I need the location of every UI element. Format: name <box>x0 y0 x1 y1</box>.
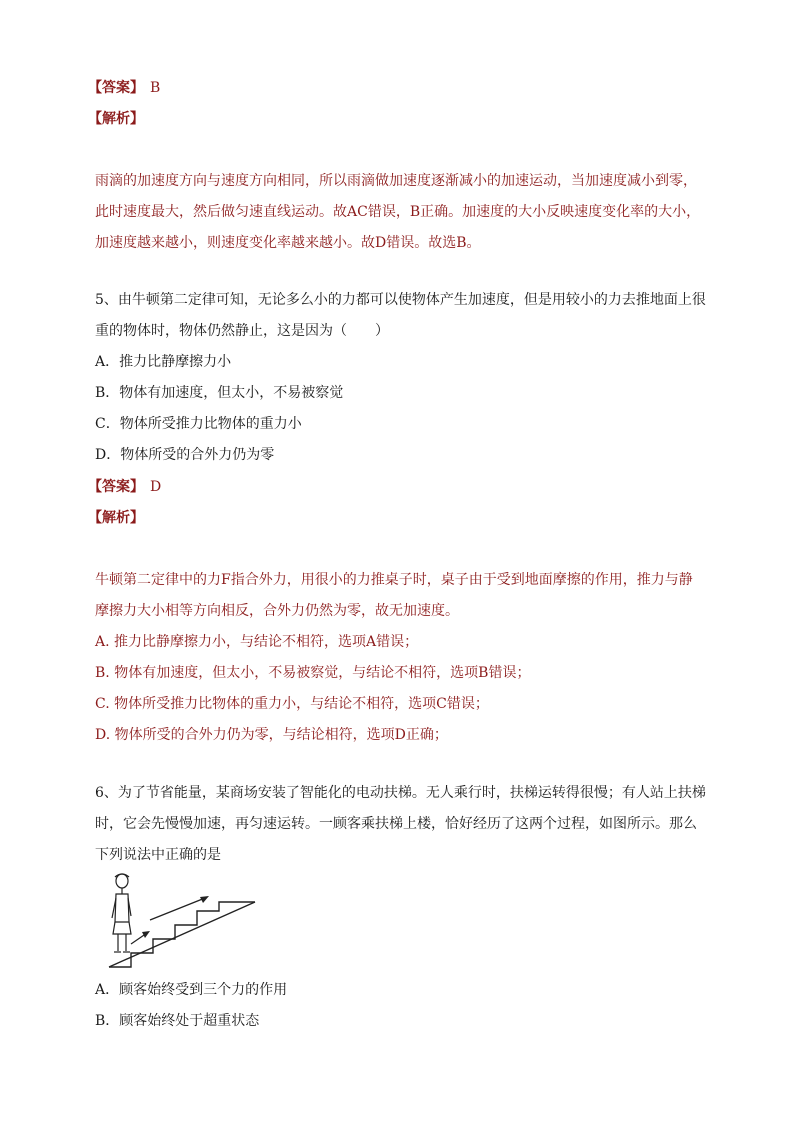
option-d: D．物体所受的合外力仍为零 <box>95 447 275 463</box>
question-stem: 下列说法中正确的是 <box>95 847 221 863</box>
answer-tag: 【答案】 <box>88 80 144 96</box>
customer-figure <box>112 874 131 952</box>
analysis-line: 摩擦力大小相等方向相反，合外力仍然为零，故无加速度。 <box>95 603 459 619</box>
answer-tag: 【答案】 <box>88 479 144 495</box>
option-a: A．推力比静摩擦力小 <box>95 354 232 370</box>
option-a: A．顾客始终受到三个力的作用 <box>95 982 288 998</box>
answer-label <box>88 477 161 497</box>
analysis-line: 雨滴的加速度方向与速度方向相同，所以雨滴做加速度逐渐减小的加速运动，当加速度减小到零， <box>95 173 697 189</box>
question-stem: 时，它会先慢慢加速，再匀速运转。一顾客乘扶梯上楼，恰好经历了这两个过程，如图所示。那么 <box>95 816 697 832</box>
option-b: B．顾客始终处于超重状态 <box>95 1013 260 1029</box>
question-stem: 5、由牛顿第二定律可知，无论多么小的力都可以使物体产生加速度，但是用较小的力去推地面上很 <box>95 292 706 308</box>
analysis-line: D. 物体所受的合外力仍为零，与结论相符，选项D正确； <box>95 727 448 743</box>
analysis-label: 【解析】 <box>88 111 144 127</box>
analysis-line: A. 推力比静摩擦力小，与结论不相符，选项A错误； <box>95 634 419 650</box>
answer-value: D <box>150 479 162 495</box>
answer-label <box>88 78 160 98</box>
question-stem: 6、为了节省能量，某商场安装了智能化的电动扶梯。无人乘行时，扶梯运转得很慢；有人站上扶梯 <box>95 785 706 801</box>
analysis-line: C. 物体所受推力比物体的重力小，与结论不相符，选项C错误； <box>95 696 489 712</box>
answer-value: B <box>150 80 161 96</box>
escalator-figure <box>105 872 260 972</box>
option-b: B．物体有加速度，但太小，不易被察觉 <box>95 385 344 401</box>
arrow-head <box>142 931 150 938</box>
arrow-head <box>200 896 209 903</box>
analysis-line: B. 物体有加速度，但太小，不易被察觉，与结论不相符，选项B错误； <box>95 665 531 681</box>
question-stem: 重的物体时，物体仍然静止，这是因为（ ） <box>95 323 389 339</box>
option-c: C．物体所受推力比物体的重力小 <box>95 416 302 432</box>
analysis-line: 此时速度最大，然后做匀速直线运动。故AC错误，B正确。加速度的大小反映速度变化率的大小， <box>95 204 701 220</box>
analysis-line: 牛顿第二定律中的力F指合外力，用很小的力推桌子时，桌子由于受到地面摩擦的作用，推力与静 <box>95 572 693 588</box>
analysis-line: 加速度越来越小，则速度变化率越来越小。故D错误。故选B。 <box>95 235 481 251</box>
analysis-label: 【解析】 <box>88 510 144 526</box>
